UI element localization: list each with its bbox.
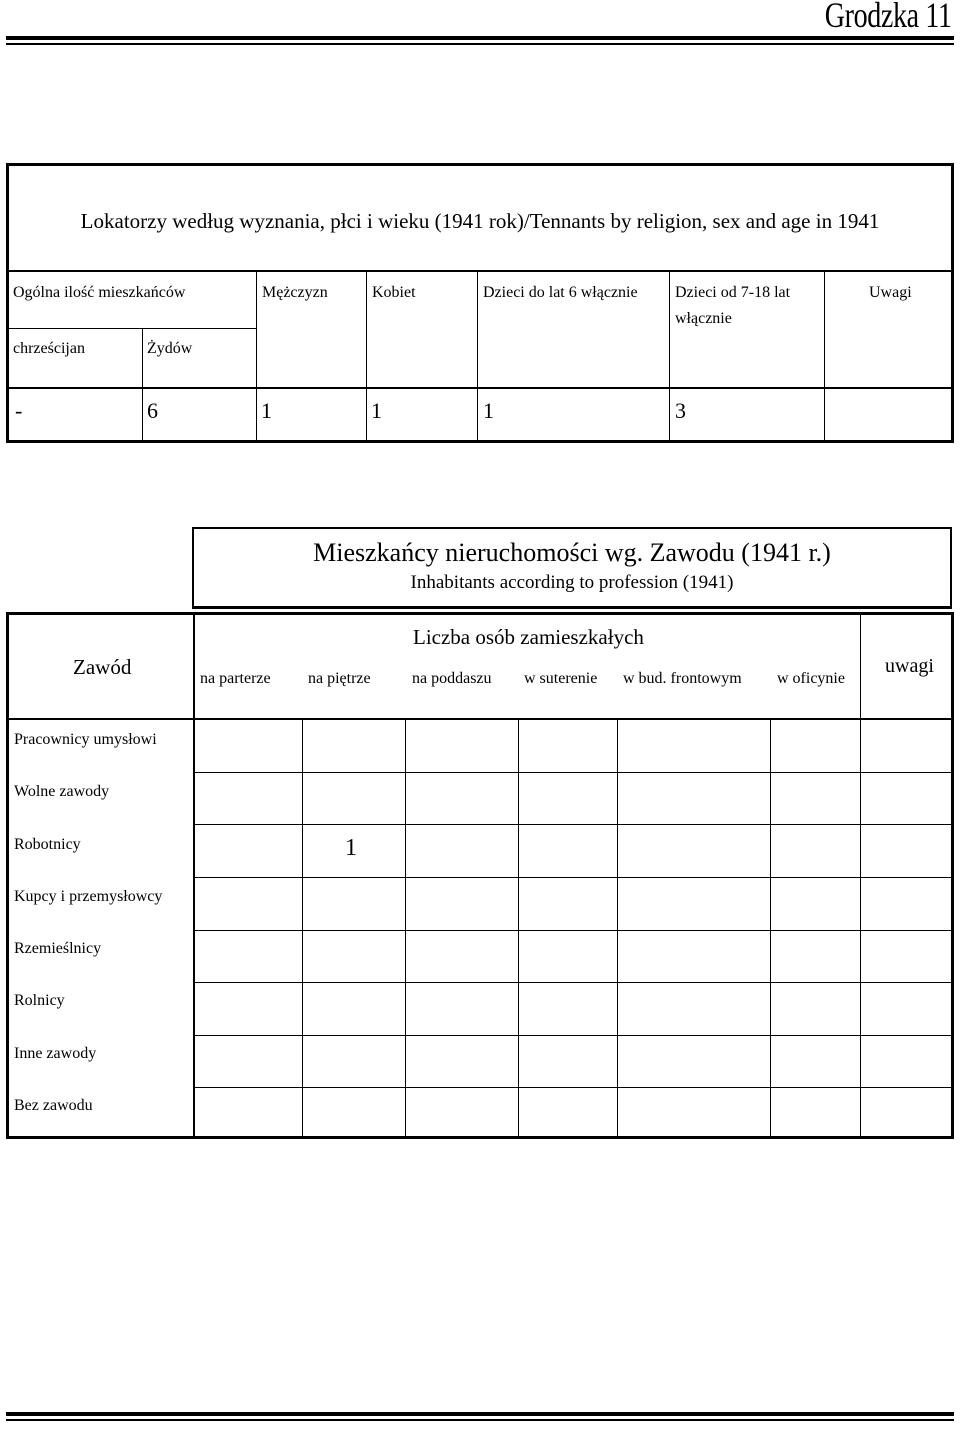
children-7-18-label-cont: włącznie: [675, 310, 732, 327]
divider: [193, 824, 951, 825]
profession-table: [6, 612, 954, 1139]
header-rule-thin: [6, 43, 954, 45]
children-7-18-label: Dzieci od 7-18 lat: [675, 284, 791, 301]
footer-rule-thin: [6, 1419, 954, 1421]
page-title: Grodzka 11: [825, 0, 952, 35]
men-label: Mężczyzn: [262, 284, 328, 301]
residents-table-caption: Lokatorzy według wyznania, płci i wieku (1941 rok)/Tennants by religion, sex and age in 1941: [9, 166, 951, 272]
footer-rule: [6, 1412, 954, 1416]
divider: [824, 272, 825, 440]
row-label-farmers: Rolnicy: [14, 992, 65, 1009]
notes-label: Uwagi: [869, 284, 912, 301]
divider: [193, 772, 951, 773]
header-rule: [6, 36, 954, 40]
row-label-white-collar: Pracownicy umysłowi: [14, 731, 157, 748]
divider: [860, 615, 861, 1136]
divider: [193, 877, 951, 878]
women-label: Kobiet: [372, 284, 416, 301]
divider: [477, 272, 478, 440]
women-value: 1: [371, 398, 382, 423]
profession-table-title: Mieszkańcy nieruchomości wg. Zawodu (1941 r.): [313, 538, 831, 567]
divider: [9, 328, 256, 329]
profession-header: Zawód: [73, 655, 132, 679]
notes-header: uwagi: [885, 655, 934, 677]
children-under-6-label: Dzieci do lat 6 włącznie: [483, 284, 638, 301]
divider: [193, 982, 951, 983]
count-header: Liczba osób zamieszkałych: [413, 625, 644, 649]
divider: [193, 615, 195, 1136]
col-upper-floor: na piętrze: [308, 670, 371, 687]
row-label-merchants: Kupcy i przemysłowcy: [14, 888, 163, 905]
christians-label: chrześcijan: [13, 340, 85, 357]
men-value: 1: [261, 398, 272, 423]
divider: [617, 719, 618, 1136]
col-ground-floor: na parterze: [200, 670, 271, 687]
divider: [142, 328, 143, 440]
jews-value: 6: [147, 398, 158, 423]
christians-value: -: [15, 398, 23, 423]
divider: [193, 1035, 951, 1036]
divider: [302, 719, 303, 1136]
divider: [256, 272, 257, 440]
col-basement: w suterenie: [524, 670, 598, 687]
divider: [518, 719, 519, 1136]
profession-table-header: [192, 527, 952, 609]
row-label-unemployed: Bez zawodu: [14, 1097, 93, 1114]
workers-upper-floor-value: 1: [345, 835, 357, 861]
row-label-other: Inne zawody: [14, 1045, 97, 1062]
divider: [669, 272, 670, 440]
divider: [9, 387, 951, 389]
divider: [9, 718, 951, 720]
row-label-liberal-professions: Wolne zawody: [14, 783, 110, 800]
children-7-18-value: 3: [675, 398, 686, 423]
row-label-craftsmen: Rzemieślnicy: [14, 940, 102, 957]
divider: [193, 1087, 951, 1088]
jews-label: Żydów: [147, 340, 193, 357]
children-under-6-value: 1: [483, 398, 494, 423]
residents-table: [6, 163, 954, 443]
col-outbuilding: w oficynie: [777, 670, 845, 687]
row-label-workers: Robotnicy: [14, 836, 81, 853]
divider: [770, 719, 771, 1136]
divider: [366, 272, 367, 440]
divider: [405, 719, 406, 1136]
divider: [193, 930, 951, 931]
col-attic: na poddaszu: [412, 670, 492, 687]
total-residents-label: Ogólna ilość mieszkańców: [13, 284, 186, 301]
col-front-building: w bud. frontowym: [623, 670, 742, 687]
profession-table-subtitle: Inhabitants according to profession (1941): [410, 572, 734, 593]
